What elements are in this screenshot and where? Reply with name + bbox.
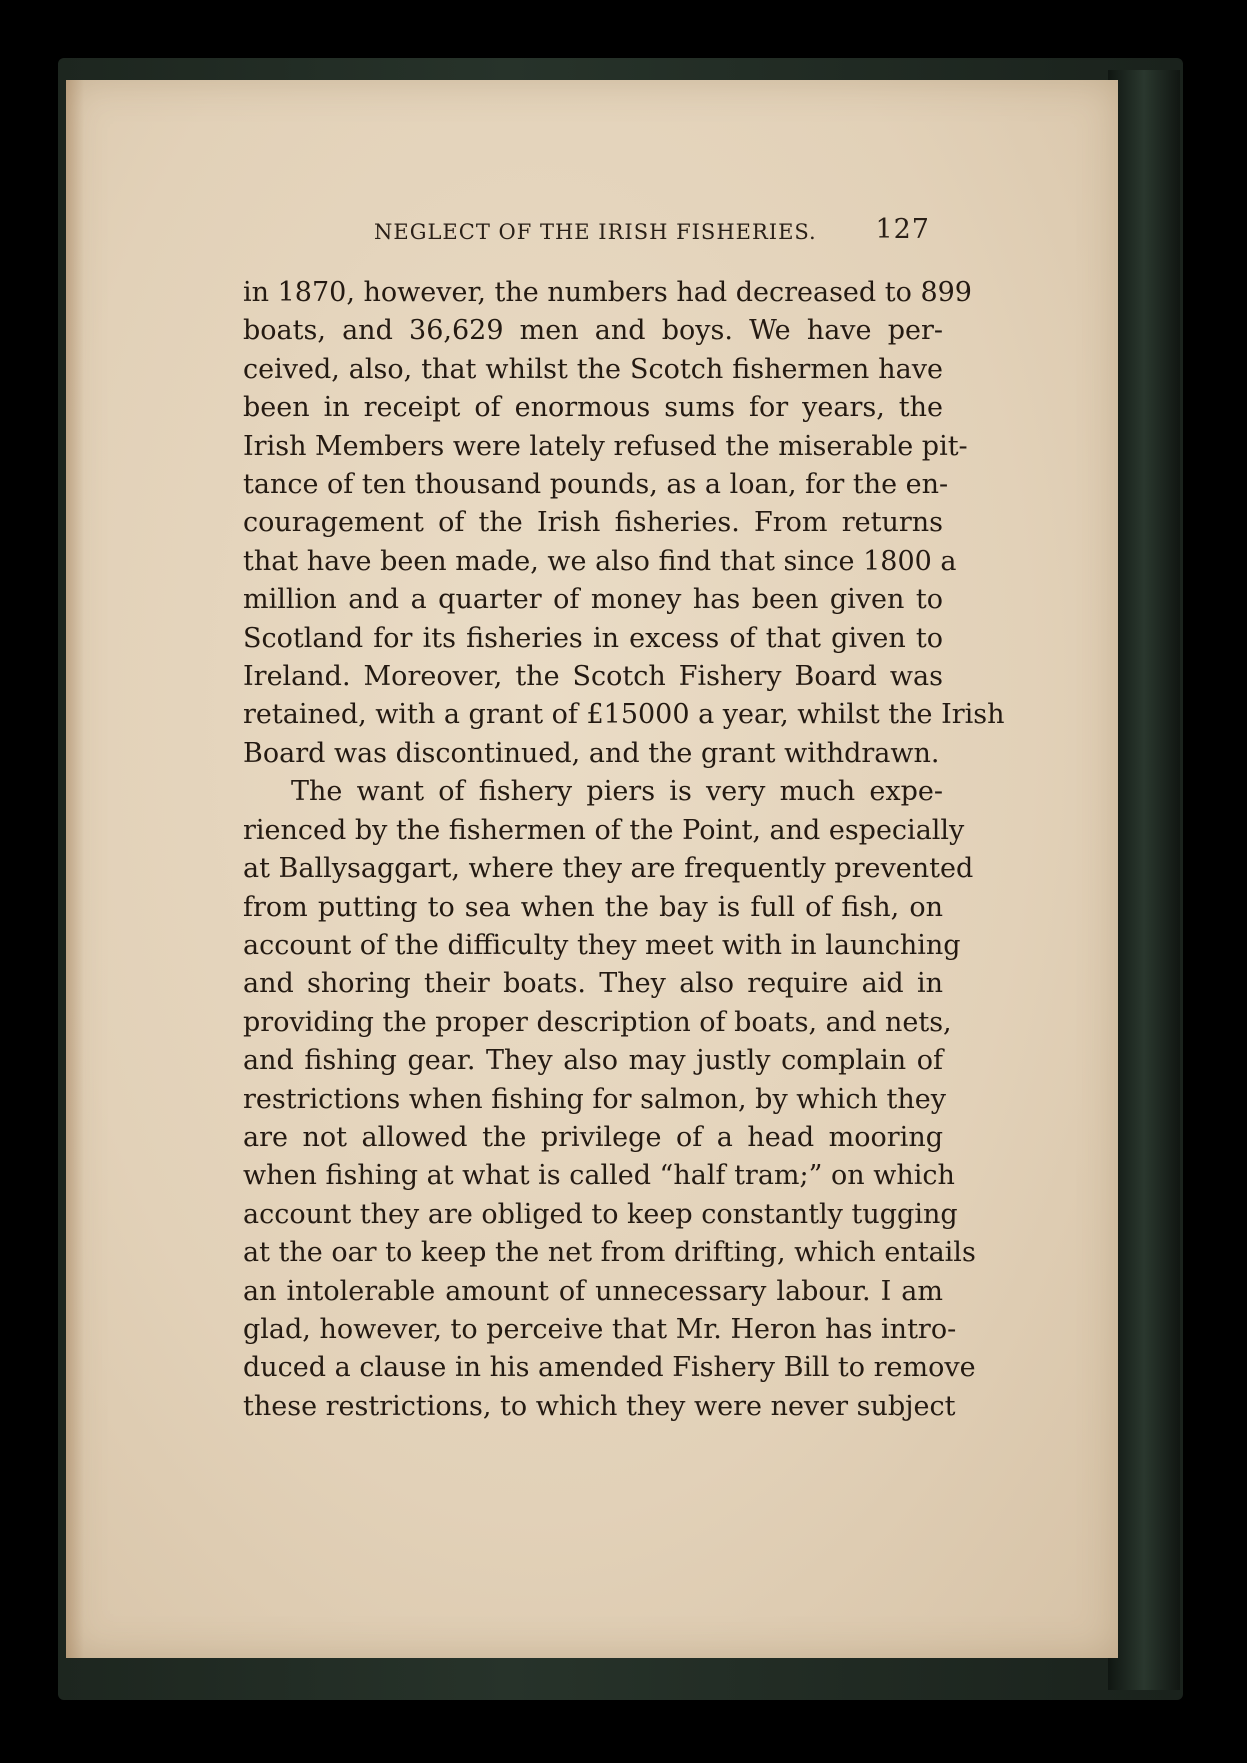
text-line: couragement of the Irish fisheries. From returns xyxy=(243,507,943,539)
running-head: NEGLECT OF THE IRISH FISHERIES. xyxy=(374,220,817,244)
text-line: are not allowed the privilege of a head mooring xyxy=(243,1121,943,1153)
text-line: an intolerable amount of unnecessary labour. I am xyxy=(243,1275,943,1307)
text-line: from putting to sea when the bay is full of fish, on xyxy=(243,891,943,923)
text-line: at the oar to keep the net from drifting, which entails xyxy=(243,1237,976,1269)
text-line: restrictions when fishing for salmon, by which they xyxy=(243,1083,946,1115)
text-line: The want of fishery piers is very much expe- xyxy=(291,776,943,808)
text-line: glad, however, to perceive that Mr. Heron has intro- xyxy=(243,1313,957,1345)
text-line: providing the proper description of boats, and nets, xyxy=(243,1006,952,1038)
text-line: when fishing at what is called “half tram;” on which xyxy=(243,1160,955,1192)
protective-sleeve-edge xyxy=(1108,70,1180,1690)
paragraph-2 xyxy=(243,773,976,1426)
text-line: been in receipt of enormous sums for years, the xyxy=(243,392,943,424)
text-line: Scotland for its fisheries in excess of that given to xyxy=(243,622,943,654)
text-line: rienced by the fishermen of the Point, and especially xyxy=(243,814,965,846)
text-line: million and a quarter of money has been given to xyxy=(243,584,943,616)
text-line: retained, with a grant of £15000 a year, whilst the Irish xyxy=(243,699,1005,731)
text-line: account they are obliged to keep constantly tugging xyxy=(243,1198,958,1230)
text-line: and fishing gear. They also may justly complain of xyxy=(243,1045,943,1077)
page-number: 127 xyxy=(875,214,930,245)
text-line: ceived, also, that whilst the Scotch fishermen have xyxy=(243,353,943,385)
paragraph-1 xyxy=(243,274,1005,773)
text-line: duced a clause in his amended Fishery Bill to remove xyxy=(243,1352,976,1384)
text-line: in 1870, however, the numbers had decreased to 899 xyxy=(243,277,972,308)
text-line: boats, and 36,629 men and boys. We have per- xyxy=(243,315,943,347)
text-line: Board was discontinued, and the grant withdrawn. xyxy=(243,737,940,769)
text-line: at Ballysaggart, where they are frequently prevented xyxy=(243,853,974,885)
text-line: and shoring their boats. They also require aid in xyxy=(243,968,943,1000)
text-line: that have been made, we also find that since 1800 a xyxy=(243,545,957,577)
text-line: tance of ten thousand pounds, as a loan, for the en- xyxy=(243,469,949,501)
text-line: Ireland. Moreover, the Scotch Fishery Board was xyxy=(243,661,943,693)
text-line: these restrictions, to which they were never subject xyxy=(243,1390,956,1422)
text-line: Irish Members were lately refused the miserable pit- xyxy=(243,430,968,462)
page-header xyxy=(370,216,930,252)
text-line: account of the difficulty they meet with in launching xyxy=(243,929,961,961)
body-text xyxy=(243,274,1005,1426)
